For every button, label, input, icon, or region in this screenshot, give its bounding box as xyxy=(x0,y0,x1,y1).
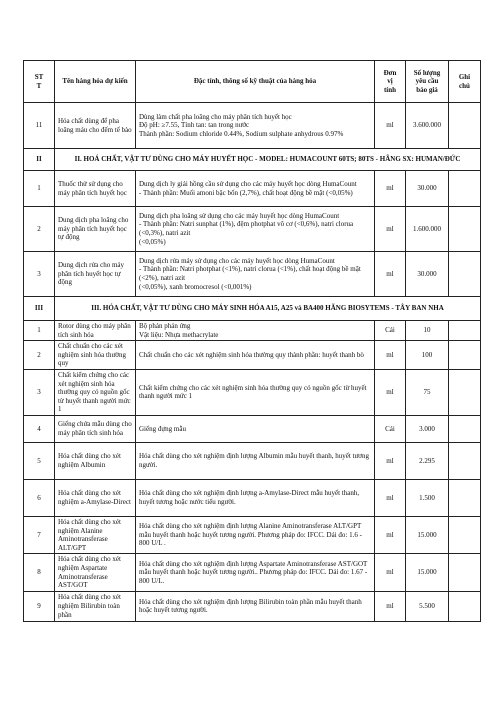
cell-spec: Chất chuẩn cho các xét nghiệm sinh hóa thường quy thành phần: huyết thanh bò xyxy=(136,341,375,370)
table-row xyxy=(24,591,481,621)
cell-qty: 30.000 xyxy=(406,171,449,207)
cell-qty: 15.000 xyxy=(406,516,449,553)
cell-note xyxy=(449,479,481,516)
cell-name: Dung dịch pha loãng cho máy phân tích huyết học tự động xyxy=(55,207,136,252)
cell-unit: ml xyxy=(375,479,406,516)
cell-note xyxy=(449,252,481,297)
cell-spec: Hóa chất dùng cho xét nghiệm định lượng Bilirubin toàn phần mẫu huyết thanh hoặc huyết tương người. xyxy=(136,591,375,621)
cell-stt: 8 xyxy=(24,554,55,591)
table-body xyxy=(24,103,481,622)
cell-name: Hóa chất dùng cho xét nghiệm Bilirubin toàn phần xyxy=(55,591,136,621)
header-note: Ghi chú xyxy=(449,61,481,103)
cell-unit: ml xyxy=(375,252,406,297)
cell-note xyxy=(449,591,481,621)
cell-qty: 15.000 xyxy=(406,554,449,591)
cell-unit: ml xyxy=(375,554,406,591)
table-row xyxy=(24,171,481,207)
cell-name: Thuốc thử sử dụng cho máy phân tích huyết học xyxy=(55,171,136,207)
cell-note xyxy=(449,554,481,591)
table-row xyxy=(24,207,481,252)
cell-unit: ml xyxy=(375,516,406,553)
cell-note xyxy=(449,415,481,442)
cell-qty: 3.000 xyxy=(406,415,449,442)
cell-qty: 1.600.000 xyxy=(406,207,449,252)
table-row xyxy=(24,479,481,516)
header-spec: Đặc tính, thông số kỹ thuật của hàng hóa xyxy=(136,61,375,103)
header-row xyxy=(24,61,481,103)
header-unit: Đơn vị tính xyxy=(375,61,406,103)
cell-qty: 10 xyxy=(406,321,449,341)
cell-note xyxy=(449,103,481,149)
header-stt: ST T xyxy=(24,61,55,103)
cell-unit: ml xyxy=(375,207,406,252)
header-name: Tên hàng hóa dự kiến xyxy=(55,61,136,103)
table-row xyxy=(24,415,481,442)
cell-name: Hóa chất dùng để pha loãng máu cho đếm tế bào xyxy=(55,103,136,149)
table-row xyxy=(24,341,481,370)
section-row xyxy=(24,149,481,171)
table-row xyxy=(24,516,481,553)
cell-stt: 6 xyxy=(24,479,55,516)
cell-unit: ml xyxy=(375,171,406,207)
cell-note xyxy=(449,207,481,252)
table-row xyxy=(24,103,481,149)
cell-stt: 3 xyxy=(24,252,55,297)
cell-stt: 11 xyxy=(24,103,55,149)
cell-stt: 2 xyxy=(24,207,55,252)
cell-unit: ml xyxy=(375,103,406,149)
section-title: II. HOÁ CHẤT, VẬT TƯ DÙNG CHO MÁY HUYẾT HỌC - MODEL: HUMACOUNT 60TS; 80TS - HÃNG SX: HUMAN/ĐỨC xyxy=(55,149,481,171)
table-row xyxy=(24,252,481,297)
cell-stt: 5 xyxy=(24,442,55,479)
cell-note xyxy=(449,442,481,479)
cell-stt: 1 xyxy=(24,171,55,207)
cell-note xyxy=(449,369,481,415)
cell-note xyxy=(449,341,481,370)
cell-note xyxy=(449,171,481,207)
cell-qty: 75 xyxy=(406,369,449,415)
cell-stt: 2 xyxy=(24,341,55,370)
cell-qty: 2.295 xyxy=(406,442,449,479)
cell-note xyxy=(449,321,481,341)
cell-spec: Bộ phản phản ứng Vật liệu: Nhựa methacrylate xyxy=(136,321,375,341)
cell-name: Hóa chất dùng cho xét nghiệm a-Amylase-Direct xyxy=(55,479,136,516)
section-row xyxy=(24,297,481,321)
table-row xyxy=(24,369,481,415)
cell-spec: Dung dịch ly giải hồng cầu sử dụng cho các máy huyết học dòng HumaCount - Thành phần: Muối amoni bậc bốn (2,7%), chất hoạt động bề mặt (<0,05%) xyxy=(136,171,375,207)
cell-name: Dung dịch rửa cho máy phân tích huyết học tự động xyxy=(55,252,136,297)
cell-name: Chất chuẩn cho các xét nghiệm sinh hóa thường quy xyxy=(55,341,136,370)
table-row xyxy=(24,442,481,479)
cell-spec: Dung dịch pha loãng sử dụng cho các máy huyết học dòng HumaCount - Thành phần: Natri sunphat (1%), đệm photphat vô cơ (<0,6%), natri clorua (<0,3%), natri azit (<0,05%) xyxy=(136,207,375,252)
procurement-table xyxy=(23,60,481,622)
cell-spec: Hóa chất dùng cho xét nghiệm định lượng Aspartate Aminotransferase AST/GOT mẫu huyết thanh hoặc huyết tương người.. Phương pháp đo: IFCC. Dải đo: 1.67 - 800 U/L. xyxy=(136,554,375,591)
table-row xyxy=(24,554,481,591)
cell-unit: ml xyxy=(375,341,406,370)
cell-note xyxy=(449,516,481,553)
table-row xyxy=(24,321,481,341)
cell-unit: Cái xyxy=(375,321,406,341)
cell-stt: 3 xyxy=(24,369,55,415)
cell-stt: 9 xyxy=(24,591,55,621)
cell-stt: 4 xyxy=(24,415,55,442)
cell-spec: Hóa chất dùng cho xét nghiệm định lượng a-Amylase-Direct mẫu huyết thanh, huyết tương hoặc nước tiểu người. xyxy=(136,479,375,516)
cell-spec: Dùng làm chất pha loãng cho máy phân tích huyết học Độ pH: ≥7.55, Tính tan: tan trong nước Thành phần: Sodium chloride 0.44%, Sodium sulphate anhydrous 0.97% xyxy=(136,103,375,149)
section-stt: III xyxy=(24,297,55,321)
cell-name: Rotor dùng cho máy phân tích sinh hóa xyxy=(55,321,136,341)
cell-qty: 3.600.000 xyxy=(406,103,449,149)
section-stt: II xyxy=(24,149,55,171)
cell-spec: Dung dịch rửa máy sử dụng cho các máy huyết học dòng HumaCount - Thành phần: Natri photphat (<1%), natri clorua (<1%), chất hoạt động bề mặt (<2%), natri azit (<0,05%), xanh bromocresol (<0,001%) xyxy=(136,252,375,297)
cell-unit: Cái xyxy=(375,415,406,442)
cell-stt: 1 xyxy=(24,321,55,341)
cell-unit: ml xyxy=(375,442,406,479)
cell-qty: 1.500 xyxy=(406,479,449,516)
cell-spec: Hóa chất dùng cho xét nghiệm định lượng Albumin mẫu huyết thanh, huyết tương người. xyxy=(136,442,375,479)
header-qty: Số lượng yêu cầu báo giá xyxy=(406,61,449,103)
cell-name: Hóa chất dùng cho xét nghiệm Albumin xyxy=(55,442,136,479)
cell-name: Hóa chất dùng cho xét nghiệm Aspartate Aminotransferase AST/GOT xyxy=(55,554,136,591)
cell-stt: 7 xyxy=(24,516,55,553)
section-title: III. HÓA CHẤT, VẬT TƯ DÙNG CHO MÁY SINH HÓA A15, A25 và BA400 HÃNG BIOSYTEMS - TÂY BAN NHA xyxy=(55,297,481,321)
cell-spec: Hóa chất dùng cho xét nghiệm định lượng Alanine Aminotransferase ALT/GPT mẫu huyết thanh hoặc huyết tương người. Phương pháp đo: IFCC. Dải đo: 1.6 - 800 U/L . xyxy=(136,516,375,553)
cell-name: Giếng chứa mẫu dùng cho máy phân tích sinh hóa xyxy=(55,415,136,442)
cell-qty: 5.500 xyxy=(406,591,449,621)
cell-unit: ml xyxy=(375,369,406,415)
cell-spec: Giếng đựng mẫu xyxy=(136,415,375,442)
cell-qty: 30.000 xyxy=(406,252,449,297)
cell-name: Chất kiểm chứng cho các xét nghiệm sinh hóa thường quy có nguồn gốc từ huyết thanh người mức 1 xyxy=(55,369,136,415)
cell-unit: ml xyxy=(375,591,406,621)
cell-name: Hóa chất dùng cho xét nghiệm Alanine Aminotransferase ALT/GPT xyxy=(55,516,136,553)
cell-spec: Chất kiểm chứng cho các xét nghiệm sinh hóa thường quy có nguồn gốc từ huyết thanh người mức 1 xyxy=(136,369,375,415)
cell-qty: 100 xyxy=(406,341,449,370)
